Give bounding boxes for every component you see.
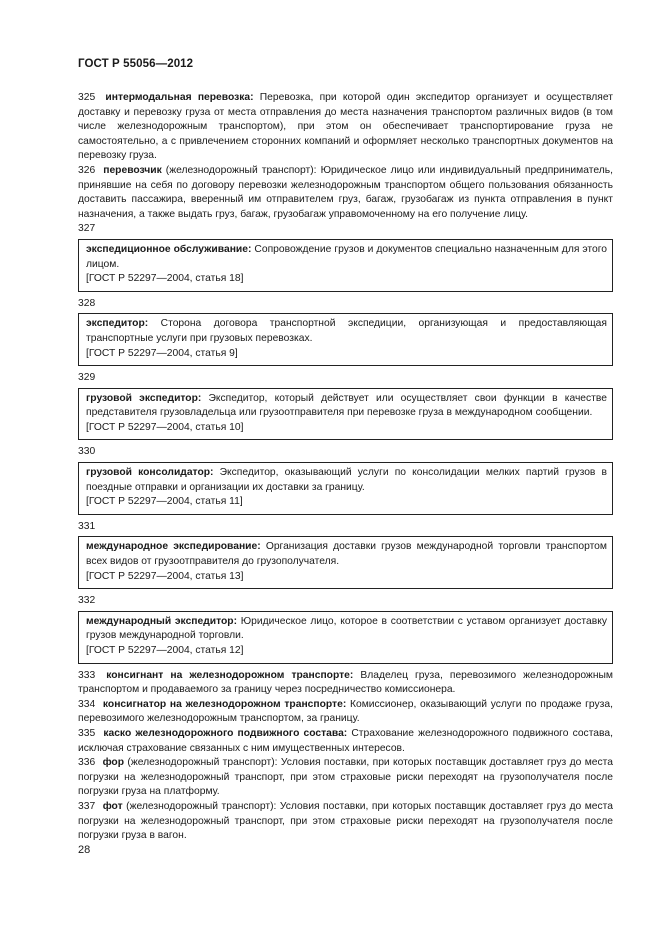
entry-definition: Владелец груза, перевозимого железнодорожным транспортом и продаваемого за границу через посредничество комиссионера.: [78, 669, 613, 696]
entry-definition: Комиссионер, оказывающий услуги по продаже груза, перевозимого железнодорожным транспортом, за границу.: [78, 698, 613, 725]
boxed-term-entry: [78, 536, 613, 589]
entry-definition: Юридическое лицо, которое в соответствии с уставом организует доставку грузов международной торговли.: [86, 615, 608, 642]
boxed-term-entry: [78, 239, 613, 292]
boxed-term-entry: [78, 462, 613, 515]
entry-definition: Сопровождение грузов и документов специально назначенным для этого лицом.: [86, 243, 608, 270]
entry-definition: Организация доставки грузов международной торговли транспортом всех видов от грузоотправителя до грузополучателя.: [86, 541, 607, 568]
entry-number: 328: [78, 297, 96, 309]
entry-number: 332: [78, 595, 96, 607]
entry-definition: Страхование железнодорожного подвижного состава, исключая страхование связанных с ним имущественных интересов.: [78, 727, 613, 754]
term-entry: [78, 669, 613, 698]
entry-number: 327: [78, 223, 96, 235]
entry-term: консигнатор на железнодорожном транспорте:: [102, 698, 347, 710]
entry-number: 333: [78, 669, 96, 681]
entry-number: 331: [78, 520, 96, 532]
entry-qualifier: (железнодорожный транспорт):: [124, 757, 278, 769]
entry-term: фот: [102, 800, 123, 812]
entry-definition: Условия поставки, при которых поставщик доставляет груз до места погрузки на железнодорожный транспорт, при этом страховые риски переходят на грузополучателя после погрузки груза на платформу.: [78, 757, 613, 798]
entry-term: экспедиционное обслуживание:: [86, 243, 252, 255]
entry-source: [ГОСТ Р 52297—2004, статья 10]: [86, 421, 244, 433]
entry-number: 326: [78, 164, 96, 176]
term-entry: [78, 164, 613, 222]
entry-source: [ГОСТ Р 52297—2004, статья 12]: [86, 645, 244, 656]
term-entry: [78, 800, 613, 844]
entry-definition: Юридическое лицо или индивидуальный предприниматель, принявшие на себя по договору перевозки железнодорожным транспортом общего пользования обязанность доставить пассажира, вверенный им отправителем груз, багаж, грузобагаж из пункта отправления в пункт назначения, а также выдать груз, багаж, грузобагаж управомоченному на его получение лицу.: [78, 164, 613, 220]
document-header: ГОСТ Р 55056—2012: [78, 58, 194, 70]
entry-term: международный экспедитор:: [86, 615, 238, 627]
term-entry: [78, 698, 613, 727]
entry-number: 330: [78, 446, 96, 458]
page-number: 28: [78, 844, 91, 856]
entry-qualifier: (железнодорожный транспорт):: [161, 164, 317, 176]
entry-term: каско железнодорожного подвижного состава:: [103, 727, 348, 739]
entry-number: 325: [78, 92, 96, 103]
term-entry: [78, 727, 613, 756]
entry-term: перевозчик: [103, 164, 162, 176]
entry-term: экспедитор:: [86, 318, 149, 330]
entry-term: грузовой консолидатор:: [86, 467, 214, 479]
entry-term: интермодальная перевозка:: [105, 92, 254, 103]
entry-number: 337: [78, 800, 96, 812]
boxed-term-entry: [78, 388, 613, 441]
entry-number: 329: [78, 372, 96, 384]
term-entry: [78, 756, 613, 800]
entry-number: 336: [78, 757, 96, 769]
entry-qualifier: (железнодорожный транспорт):: [122, 800, 277, 812]
entry-source: [ГОСТ Р 52297—2004, статья 9]: [86, 347, 238, 359]
entry-definition: Сторона договора транспортной экспедиции, организующая и предоставляющая транспортные услуги при грузовых перевозках.: [86, 318, 607, 344]
entry-source: [ГОСТ Р 52297—2004, статья 13]: [86, 570, 244, 582]
entry-number: 335: [78, 727, 96, 739]
entry-term: грузовой экспедитор:: [86, 392, 202, 404]
entry-term: консигнант на железнодорожном транспорте:: [106, 669, 354, 681]
entry-definition: Условия поставки, при которых поставщик доставляет груз до места погрузки на железнодорожный транспорт, при этом страховые риски переходят на грузополучателя после погрузки груза в вагон.: [78, 800, 613, 842]
entry-source: [ГОСТ Р 52297—2004, статья 11]: [86, 496, 243, 508]
entry-term: международное экспедирование:: [86, 541, 261, 553]
boxed-term-entry: [78, 313, 613, 366]
entry-number: 334: [78, 698, 96, 710]
entry-definition: Экспедитор, оказывающий услуги по консолидации мелких партий грузов в поездные отправки и организации их доставки за границу.: [86, 467, 607, 493]
entry-source: [ГОСТ Р 52297—2004, статья 18]: [86, 273, 244, 285]
boxed-term-entry: [78, 611, 613, 664]
document-body: [78, 91, 613, 844]
entry-term: фор: [102, 757, 125, 769]
term-entry: [78, 91, 613, 164]
entry-definition: Экспедитор, который действует или осуществляет свои функции в качестве представителя грузовладельца или грузоотправителя при перевозке груза в международном сообщении.: [86, 392, 607, 419]
entry-definition: Перевозка, при которой один экспедитор организует и осуществляет доставку и перевозку груза от места отправления до места назначения транспортом различных видов (в том числе железнодорожным транспортом), при этом он обеспечивает транспортирование груза не самостоятельно, а с привлечением сторонних компаний и оформляет несколько транспортных документов на перевозку груза.: [78, 92, 613, 162]
